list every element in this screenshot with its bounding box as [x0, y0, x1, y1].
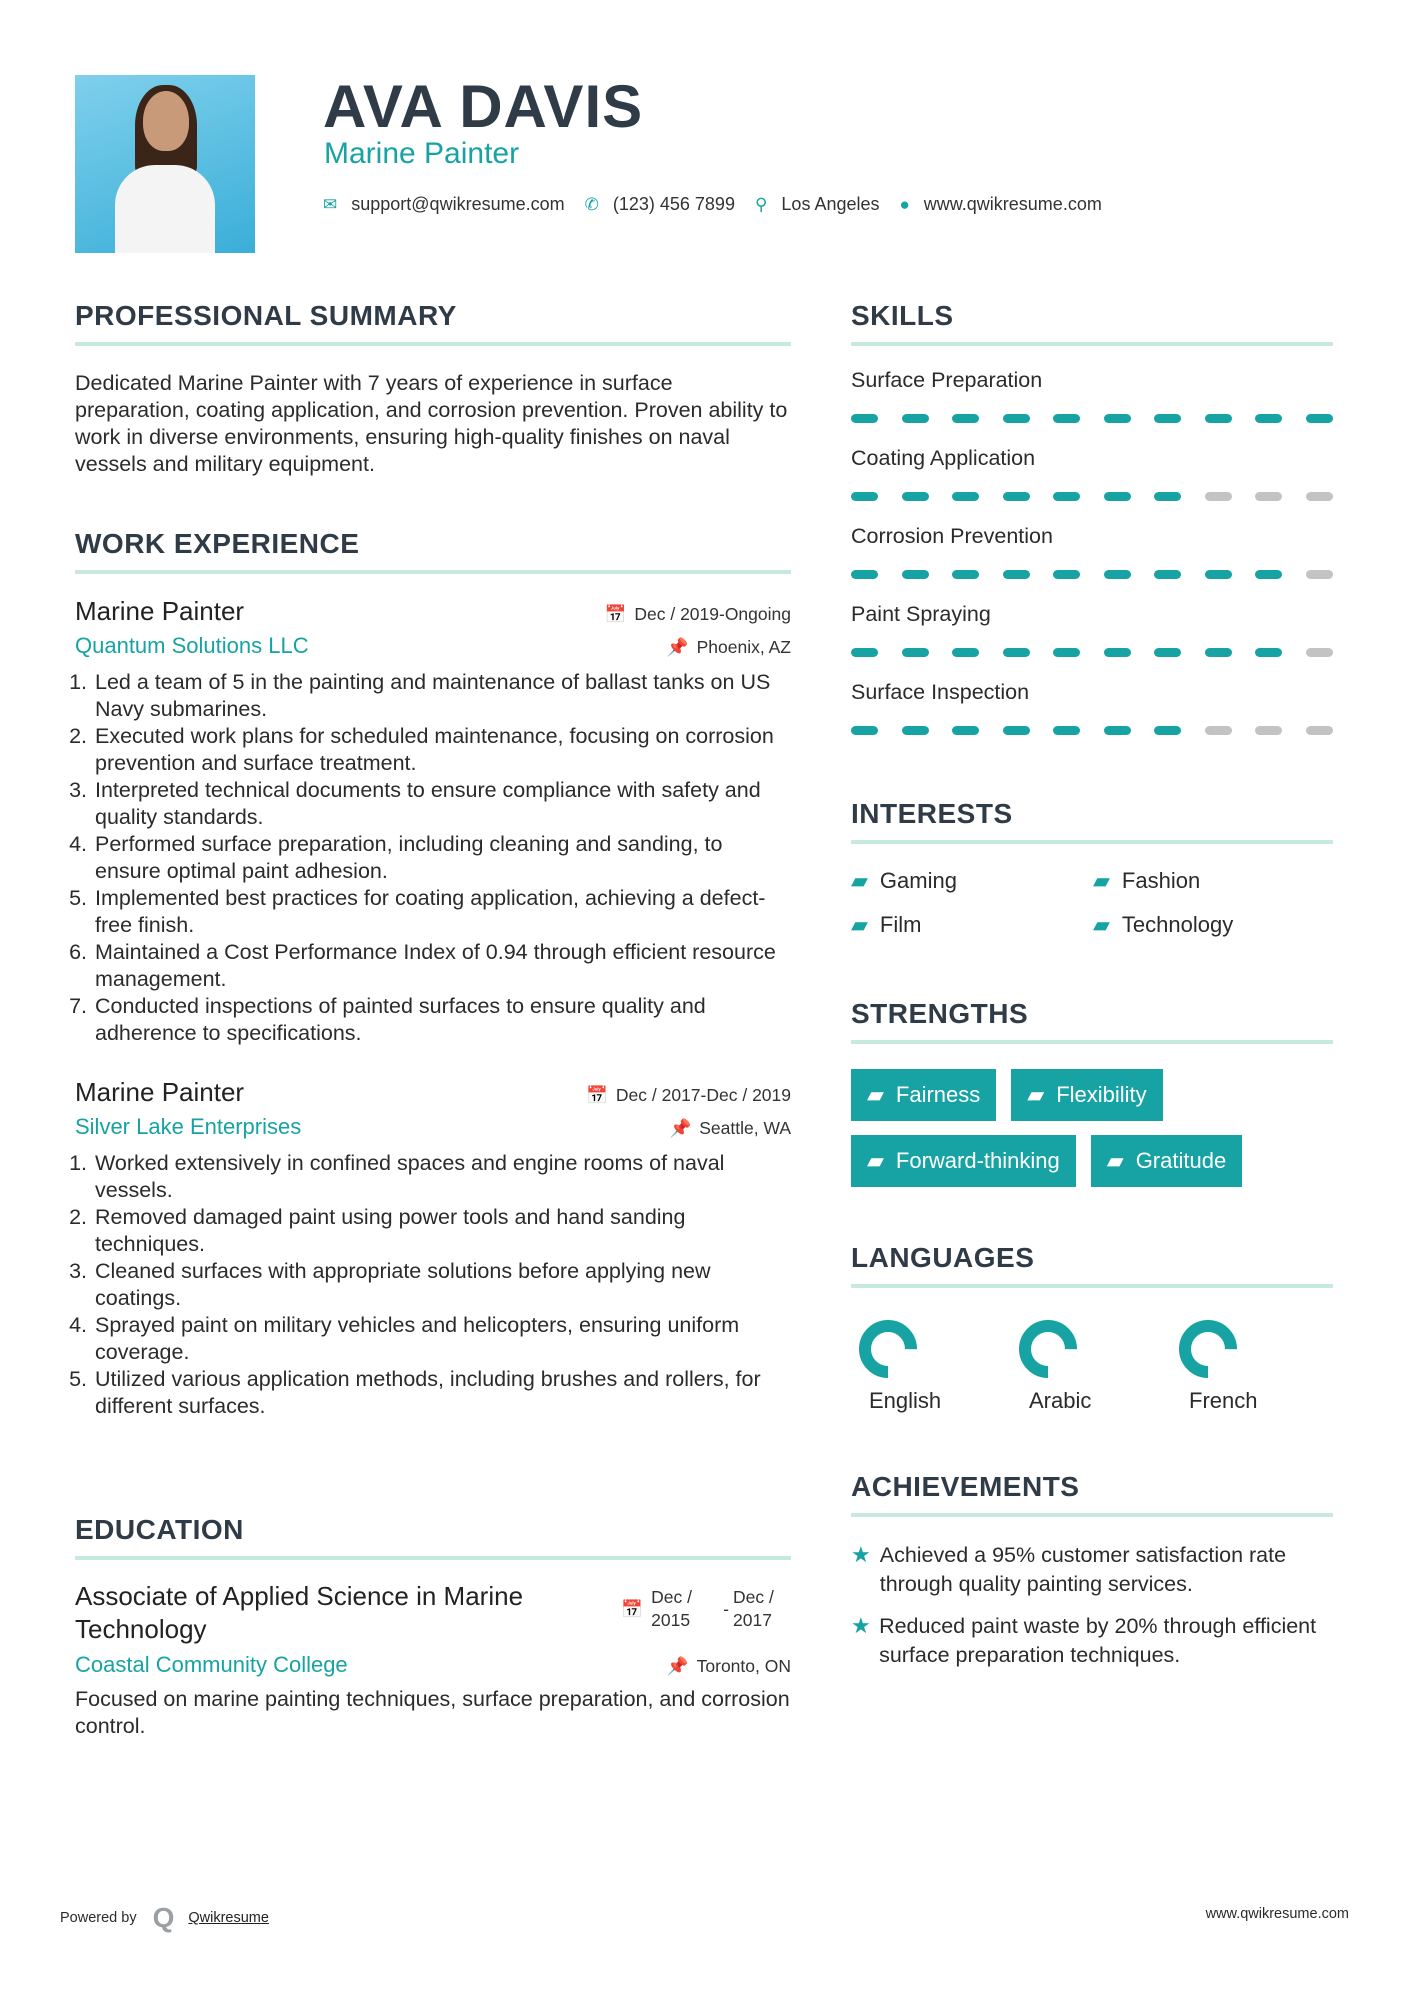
globe-icon: ● — [899, 194, 910, 214]
skill-rating — [851, 638, 1333, 666]
calendar-icon: 📅 — [621, 1598, 644, 1619]
strength-label: Fairness — [895, 1082, 981, 1107]
location-pin-icon: ⚲ — [754, 194, 768, 214]
candidate-title: Marine Painter — [324, 137, 520, 170]
summary-text: Dedicated Marine Painter with 7 years of experience in surface preparation, coating application, and corrosion prevention. Proven ability to work in diverse environments, ensuring high-quality finishes on naval vessels and military equipment. — [75, 371, 788, 476]
location-text: Phoenix, AZ — [696, 637, 791, 657]
job-header — [75, 1077, 791, 1108]
brand-link[interactable]: Qwikresume — [188, 1910, 269, 1926]
achievements-section — [851, 1471, 1333, 1683]
book-icon: ▰ — [851, 912, 868, 937]
section-heading: PROFESSIONAL SUMMARY — [75, 300, 457, 331]
divider — [75, 342, 791, 346]
divider — [851, 1040, 1333, 1044]
company: Quantum Solutions LLC — [75, 633, 309, 658]
contact-row — [323, 194, 1122, 215]
book-icon: ▰ — [851, 868, 868, 893]
language-level-arc — [1025, 1326, 1071, 1372]
book-icon: ▰ — [1093, 912, 1110, 937]
interest-label: Technology — [1121, 912, 1234, 937]
rating-dash-filled — [1104, 648, 1131, 657]
dates-text: Dec / 2019-Ongoing — [634, 604, 791, 624]
language-name: French — [1189, 1388, 1258, 1413]
rating-dash-filled — [1003, 726, 1030, 735]
divider — [851, 1284, 1333, 1288]
rating-dash-filled — [1205, 648, 1232, 657]
phone-icon: ✆ — [584, 194, 599, 214]
rating-dash-filled — [952, 726, 979, 735]
rating-dash-filled — [1154, 726, 1181, 735]
language-item — [851, 1318, 1011, 1414]
rating-dash-filled — [902, 414, 929, 423]
job-header — [75, 596, 791, 627]
company-row — [75, 633, 791, 659]
skill-item — [851, 510, 1333, 588]
rating-dash-filled — [851, 726, 878, 735]
language-level-ring — [1177, 1318, 1239, 1380]
rating-dash-filled — [1154, 570, 1181, 579]
skill-name: Coating Application — [851, 446, 1036, 470]
skill-item — [851, 666, 1333, 744]
rating-dash-empty — [1306, 726, 1333, 735]
phone: (123) 456 7899 — [612, 194, 735, 214]
skill-rating — [851, 482, 1333, 510]
rating-dash-filled — [1255, 570, 1282, 579]
rating-dash-filled — [902, 492, 929, 501]
rating-dash-filled — [1003, 648, 1030, 657]
divider — [851, 1513, 1333, 1517]
rating-dash-empty — [1205, 492, 1232, 501]
achievement-text: Reduced paint waste by 20% through efficient surface preparation techniques. — [879, 1614, 1317, 1667]
skill-rating — [851, 716, 1333, 744]
skill-name: Surface Inspection — [851, 680, 1030, 704]
job-location — [667, 637, 791, 658]
job-entry — [75, 1077, 791, 1420]
language-level-ring — [857, 1318, 919, 1380]
divider — [851, 342, 1333, 346]
language-level-ring — [1017, 1318, 1079, 1380]
rating-dash-filled — [902, 726, 929, 735]
skill-name: Surface Preparation — [851, 368, 1043, 392]
rating-dash-filled — [952, 570, 979, 579]
education-location: Toronto, ON — [696, 1656, 791, 1676]
job-entry — [75, 596, 791, 1047]
location: Los Angeles — [781, 194, 880, 214]
interest-label: Gaming — [879, 868, 957, 893]
calendar-icon: 📅 — [586, 1085, 608, 1105]
job-location — [669, 1118, 791, 1139]
pin-icon: 📌 — [666, 637, 689, 657]
bullet-item: 4. Performed surface preparation, including cleaning and sanding, to ensure optimal paint adhesion. — [93, 831, 791, 885]
rating-dash-filled — [1154, 414, 1181, 423]
job-title: Marine Painter — [75, 1077, 245, 1107]
email[interactable]: support@qwikresume.com — [351, 194, 565, 214]
pin-icon: 📌 — [669, 1118, 692, 1138]
education-dates: 📅 Dec / 2015 - Dec / 2017 — [621, 1587, 774, 1630]
bullet-item: 3. Cleaned surfaces with appropriate solutions before applying new coatings. — [93, 1258, 791, 1312]
rating-dash-filled — [1003, 570, 1030, 579]
language-level-arc — [1185, 1326, 1231, 1372]
section-heading: STRENGTHS — [851, 998, 1029, 1029]
section-heading: SKILLS — [851, 300, 954, 331]
divider — [851, 840, 1333, 844]
rating-dash-filled — [1053, 570, 1080, 579]
bullet-item: 3. Interpreted technical documents to ensure compliance with safety and quality standards. — [93, 777, 791, 831]
language-name: English — [869, 1388, 942, 1413]
star-icon: ★ — [851, 1542, 871, 1567]
pin-icon: 📌 — [666, 1656, 689, 1676]
rating-dash-filled — [1104, 414, 1131, 423]
rating-dash-filled — [902, 570, 929, 579]
bullet-item: 5. Utilized various application methods, including brushes and rollers, for different surfaces. — [93, 1366, 791, 1420]
book-icon: ▰ — [1027, 1082, 1045, 1107]
rating-dash-filled — [1154, 492, 1181, 501]
section-heading: EDUCATION — [75, 1514, 244, 1545]
rating-dash-empty — [1306, 570, 1333, 579]
strength-label: Forward-thinking — [895, 1148, 1060, 1173]
achievement-item — [851, 1541, 1333, 1598]
rating-dash-filled — [1255, 414, 1282, 423]
rating-dash-filled — [1104, 570, 1131, 579]
footer — [60, 1902, 269, 1934]
strength-label: Gratitude — [1135, 1148, 1227, 1173]
rating-dash-filled — [851, 648, 878, 657]
rating-dash-filled — [851, 570, 878, 579]
book-icon: ▰ — [867, 1148, 884, 1173]
achievement-text: Achieved a 95% customer satisfaction rate through quality painting services. — [879, 1543, 1287, 1596]
languages-section — [851, 1242, 1333, 1414]
school: Coastal Community College — [75, 1652, 348, 1677]
bullet-list — [75, 1150, 791, 1420]
email-icon: ✉ — [323, 194, 338, 214]
bullet-item: 2. Removed damaged paint using power tools and hand sanding techniques. — [93, 1204, 791, 1258]
skill-item — [851, 588, 1333, 666]
rating-dash-filled — [851, 414, 878, 423]
bullet-item: 2. Executed work plans for scheduled maintenance, focusing on corrosion prevention and surface treatment. — [93, 723, 791, 777]
degree: Associate of Applied Science in Marine Technology — [75, 1581, 524, 1644]
strength-tag — [1091, 1135, 1242, 1187]
skill-name: Paint Spraying — [851, 602, 991, 626]
rating-dash-filled — [952, 648, 979, 657]
rating-dash-filled — [1104, 492, 1131, 501]
section-heading: ACHIEVEMENTS — [851, 1471, 1080, 1502]
rating-dash-filled — [1255, 648, 1282, 657]
bullet-item: 5. Implemented best practices for coating application, achieving a defect-free finish. — [93, 885, 791, 939]
rating-dash-filled — [1053, 648, 1080, 657]
summary-section — [75, 300, 791, 478]
section-heading: WORK EXPERIENCE — [75, 528, 360, 559]
strength-tag — [851, 1135, 1076, 1187]
section-heading: LANGUAGES — [851, 1242, 1035, 1273]
rating-dash-empty — [1306, 648, 1333, 657]
interest-item — [851, 868, 1093, 894]
bullet-list — [75, 669, 791, 1047]
company-row — [75, 1114, 791, 1140]
company: Silver Lake Enterprises — [75, 1114, 302, 1139]
job-title: Marine Painter — [75, 596, 245, 626]
interests-section — [851, 798, 1333, 938]
rating-dash-filled — [1306, 414, 1333, 423]
skill-item — [851, 432, 1333, 510]
rating-dash-filled — [952, 414, 979, 423]
skills-section — [851, 300, 1333, 744]
bullet-item: 1. Led a team of 5 in the painting and maintenance of ballast tanks on US Navy submarines. — [93, 669, 791, 723]
rating-dash-filled — [1053, 492, 1080, 501]
language-item — [1011, 1318, 1171, 1414]
rating-dash-filled — [1003, 414, 1030, 423]
interest-item — [1093, 868, 1333, 894]
book-icon: ▰ — [1106, 1148, 1124, 1173]
strength-label: Flexibility — [1056, 1082, 1147, 1107]
skill-name: Corrosion Prevention — [851, 524, 1053, 548]
language-level-arc — [865, 1326, 911, 1372]
achievement-item — [851, 1612, 1333, 1669]
strength-tag — [1011, 1069, 1162, 1121]
rating-dash-filled — [1104, 726, 1131, 735]
interest-label: Fashion — [1121, 868, 1201, 893]
dates-text: Dec / 2017-Dec / 2019 — [615, 1085, 791, 1105]
rating-dash-filled — [902, 648, 929, 657]
rating-dash-empty — [1255, 492, 1282, 501]
profile-photo — [75, 75, 255, 253]
language-name: Arabic — [1029, 1388, 1092, 1413]
divider — [75, 570, 791, 574]
candidate-name: AVA DAVIS — [323, 73, 644, 140]
rating-dash-empty — [1306, 492, 1333, 501]
interest-label: Film — [879, 912, 922, 937]
interest-item — [851, 912, 1093, 938]
rating-dash-filled — [1053, 414, 1080, 423]
footer-url[interactable]: www.qwikresume.com — [1205, 1906, 1349, 1922]
education-description: Focused on marine painting techniques, surface preparation, and corrosion control. — [75, 1687, 790, 1738]
rating-dash-empty — [1205, 726, 1232, 735]
language-item — [1171, 1318, 1331, 1414]
powered-by: Powered by — [60, 1910, 137, 1926]
website[interactable]: www.qwikresume.com — [923, 194, 1102, 214]
bullet-item: 7. Conducted inspections of painted surfaces to ensure quality and adherence to specifications. — [93, 993, 791, 1047]
interest-item — [1093, 912, 1333, 938]
rating-dash-filled — [1205, 570, 1232, 579]
education-section — [75, 1514, 791, 1740]
rating-dash-filled — [1205, 414, 1232, 423]
rating-dash-filled — [1154, 648, 1181, 657]
bullet-item: 6. Maintained a Cost Performance Index of 0.94 through efficient resource management. — [93, 939, 791, 993]
rating-dash-filled — [851, 492, 878, 501]
divider — [75, 1556, 791, 1560]
star-icon: ★ — [851, 1613, 871, 1638]
book-icon: ▰ — [1093, 868, 1110, 893]
skill-rating — [851, 404, 1333, 432]
job-dates — [605, 604, 791, 625]
location-text: Seattle, WA — [699, 1118, 791, 1138]
rating-dash-filled — [1003, 492, 1030, 501]
skill-rating — [851, 560, 1333, 588]
rating-dash-filled — [952, 492, 979, 501]
skill-item — [851, 354, 1333, 432]
bullet-item: 4. Sprayed paint on military vehicles and helicopters, ensuring uniform coverage. — [93, 1312, 791, 1366]
experience-section — [75, 528, 791, 1420]
section-heading: INTERESTS — [851, 798, 1013, 829]
book-icon: ▰ — [867, 1082, 884, 1107]
rating-dash-empty — [1255, 726, 1282, 735]
rating-dash-filled — [1053, 726, 1080, 735]
qwikresume-logo-icon: Q — [152, 1902, 175, 1933]
strengths-section — [851, 998, 1333, 1187]
calendar-icon: 📅 — [604, 604, 627, 624]
job-dates — [586, 1085, 791, 1106]
strength-tag — [851, 1069, 996, 1121]
bullet-item: 1. Worked extensively in confined spaces and engine rooms of naval vessels. — [93, 1150, 791, 1204]
